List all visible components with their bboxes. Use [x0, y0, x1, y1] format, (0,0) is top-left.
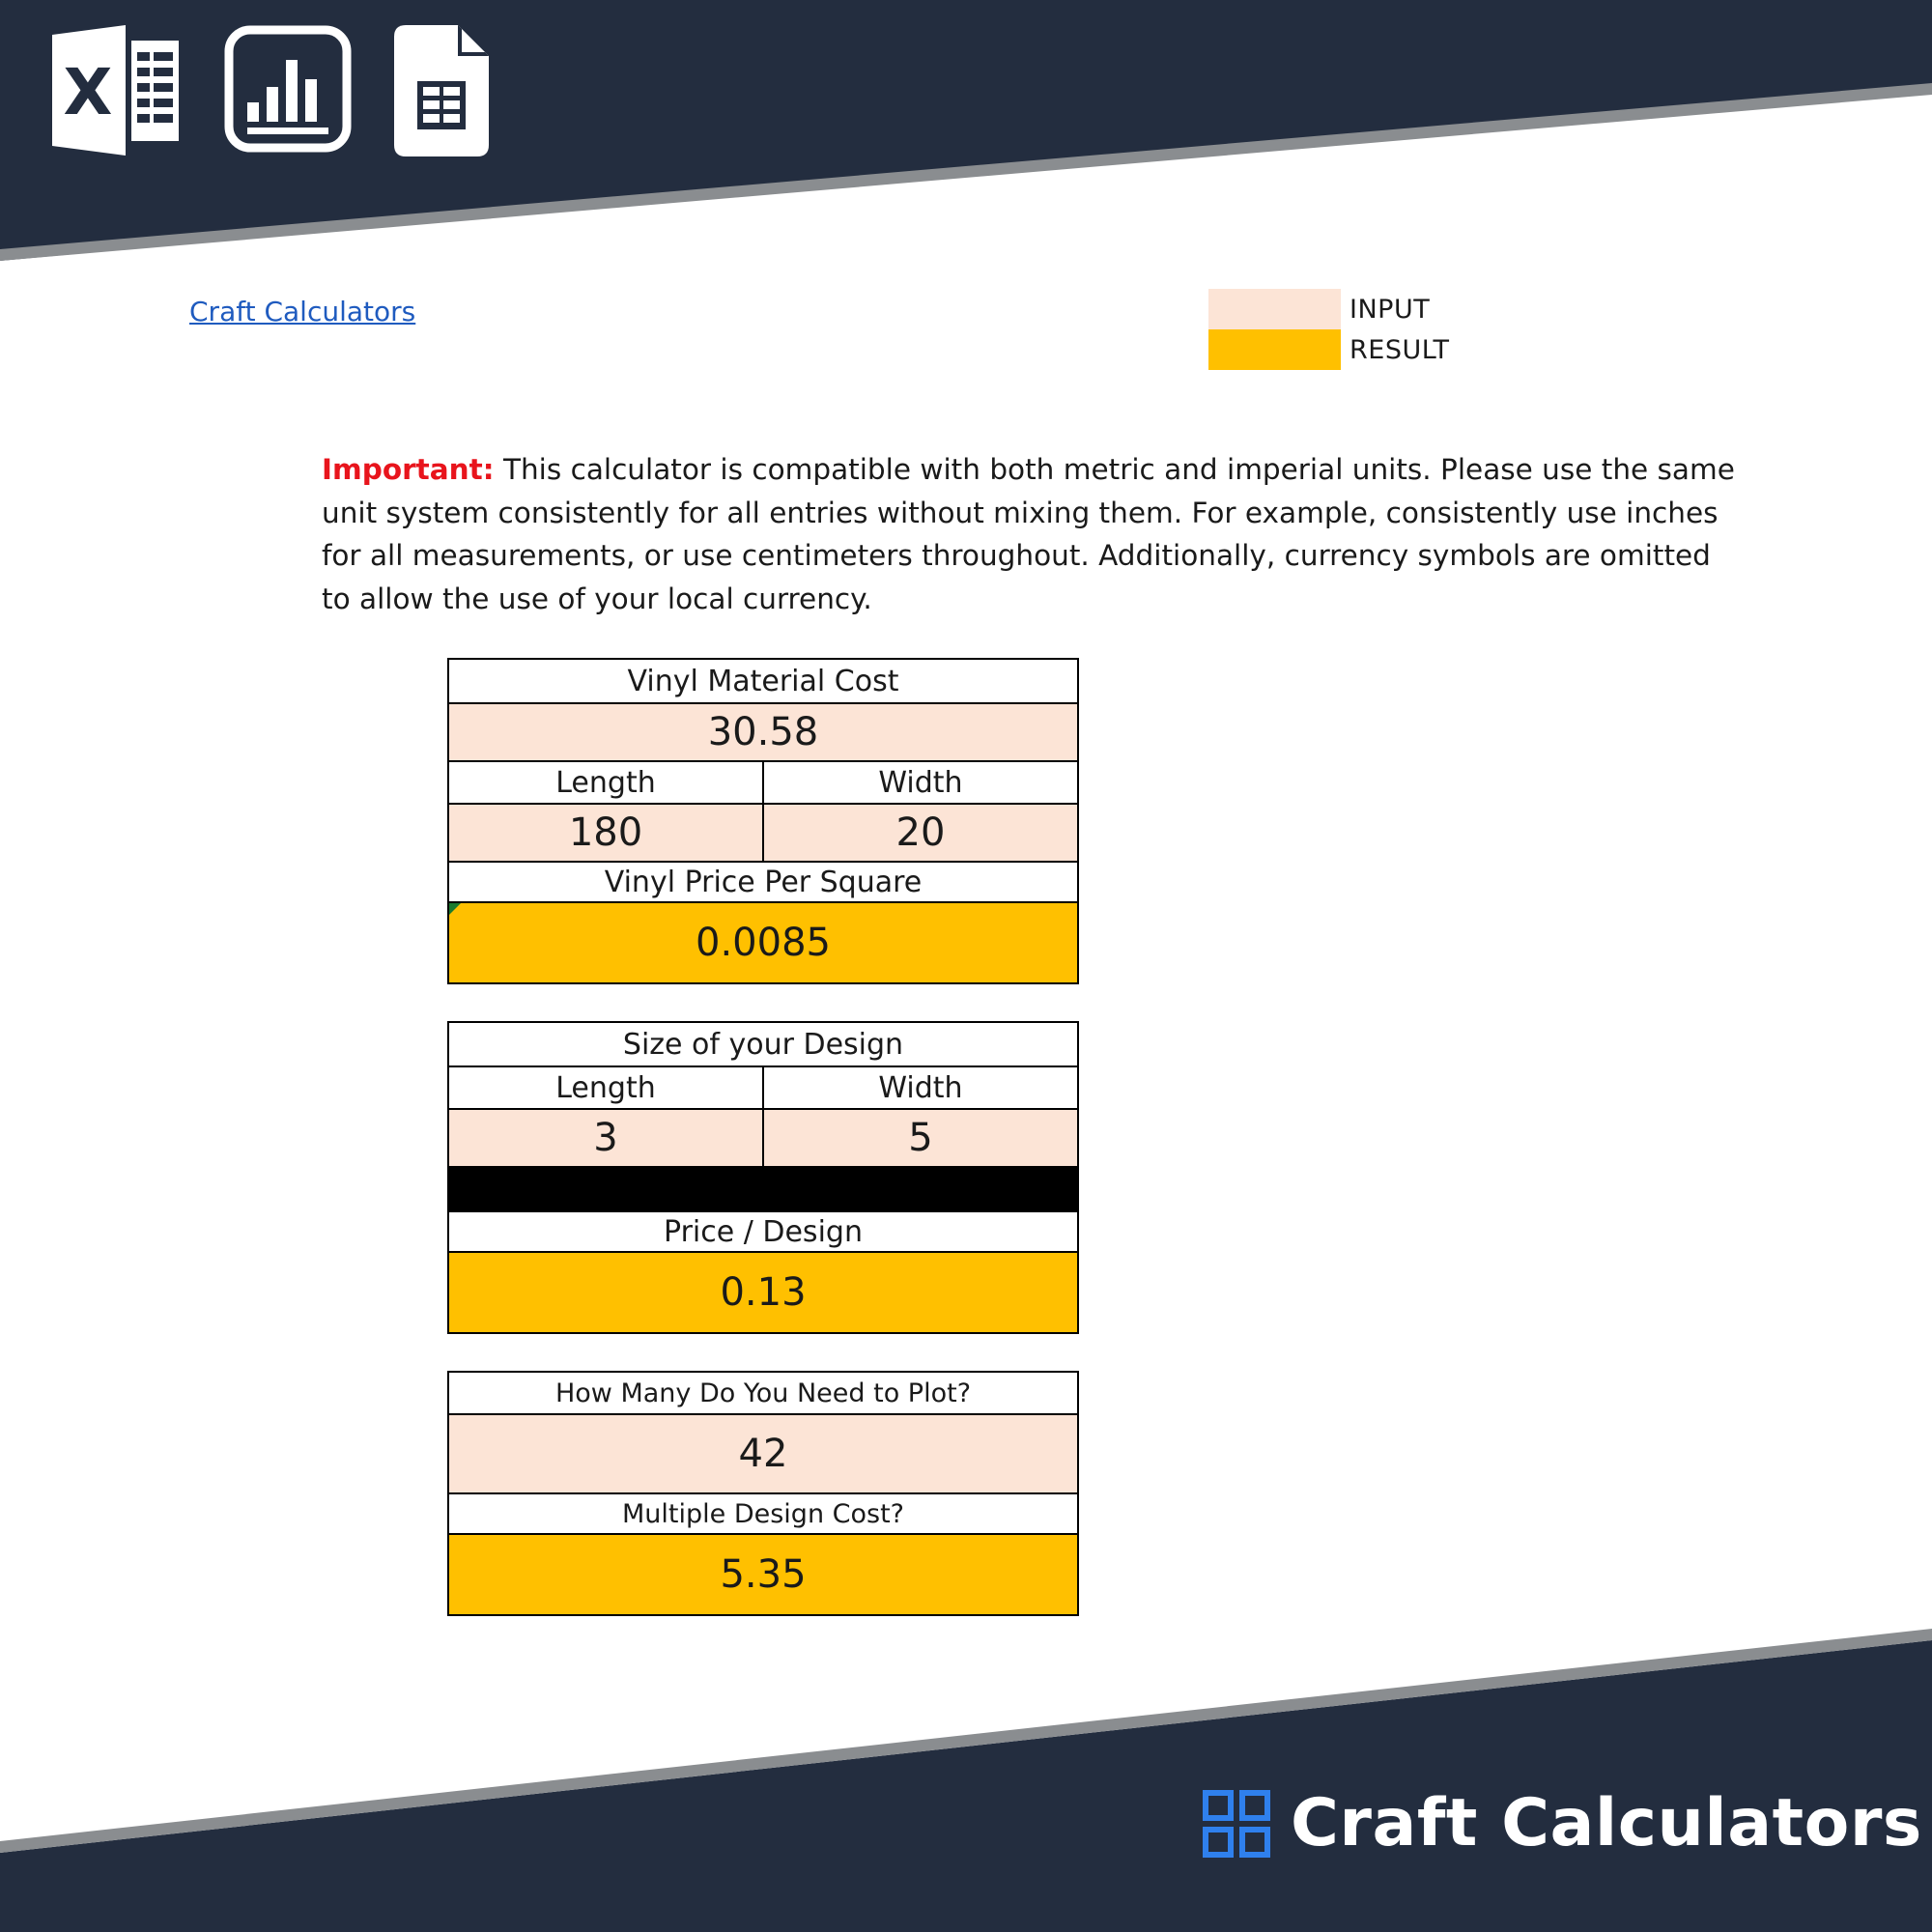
- vinyl-width-input[interactable]: 20: [762, 805, 1077, 861]
- design-width-label: Width: [762, 1067, 1077, 1108]
- quantity-row: [449, 1415, 1077, 1494]
- multiple-design-cost-result: 5.35: [449, 1535, 1077, 1614]
- vinyl-width-label: Width: [762, 762, 1077, 803]
- excel-icon: [50, 25, 181, 156]
- vinyl-dimension-row: [449, 805, 1077, 863]
- important-note-text: This calculator is compatible with both metric and imperial units. Please use the same unit system consistently for all entries without mixing them. For example, consistently use inches for all measurements, or use centimeters throughout. Additionally, currency symbols are omitted to allow the use of your local currency.: [322, 453, 1735, 615]
- vinyl-dimension-header-row: [449, 762, 1077, 805]
- quantity-label-row: [449, 1373, 1077, 1415]
- svg-text:X: X: [63, 55, 113, 129]
- google-sheets-icon: [394, 25, 489, 156]
- vinyl-length-input[interactable]: 180: [449, 805, 762, 861]
- result-legend-label: RESULT: [1350, 334, 1450, 365]
- input-swatch: [1208, 289, 1341, 329]
- result-swatch: [1208, 329, 1341, 370]
- design-dimension-row: [449, 1110, 1077, 1168]
- multiple-cost-label-row: [449, 1494, 1077, 1535]
- price-per-design-result-row: [449, 1253, 1077, 1332]
- vinyl-material-title-row: [449, 660, 1077, 704]
- vinyl-price-label-row: [449, 863, 1077, 903]
- design-dimension-header-row: [449, 1067, 1077, 1110]
- legend: [1208, 289, 1450, 370]
- legend-input-row: [1208, 289, 1450, 329]
- legend-result-row: [1208, 329, 1450, 370]
- design-size-calculator: [447, 1021, 1079, 1334]
- price-per-design-result: 0.13: [449, 1253, 1077, 1332]
- design-width-input[interactable]: 5: [762, 1110, 1077, 1166]
- vinyl-length-label: Length: [555, 765, 656, 800]
- important-note: [322, 448, 1742, 620]
- quantity-input[interactable]: 42: [449, 1415, 1077, 1492]
- vinyl-cost-row: [449, 704, 1077, 762]
- multiple-design-calculator: [447, 1371, 1079, 1616]
- brand: [1203, 1785, 1922, 1861]
- quantity-label: How Many Do You Need to Plot?: [554, 1378, 972, 1408]
- design-size-title: Size of your Design: [622, 1027, 904, 1062]
- price-per-design-label: Price / Design: [664, 1214, 863, 1249]
- multiple-design-cost-label: Multiple Design Cost?: [622, 1498, 904, 1529]
- bar-chart-icon: [224, 25, 352, 153]
- brand-name: Craft Calculators: [1291, 1785, 1922, 1861]
- vinyl-price-per-square-label: Vinyl Price Per Square: [604, 865, 923, 899]
- price-per-design-label-row: [449, 1212, 1077, 1253]
- important-label: Important:: [322, 453, 495, 486]
- vinyl-material-calculator: [447, 658, 1079, 984]
- grid-logo-icon: [1203, 1790, 1270, 1858]
- design-length-input[interactable]: 3: [449, 1110, 762, 1166]
- vinyl-material-title: Vinyl Material Cost: [627, 664, 899, 698]
- input-legend-label: INPUT: [1350, 294, 1431, 325]
- craft-calculators-link[interactable]: Craft Calculators: [189, 296, 416, 327]
- vinyl-price-per-square-result: 0.0085: [449, 903, 1077, 982]
- vinyl-price-result-row: [449, 903, 1077, 982]
- design-size-title-row: [449, 1023, 1077, 1067]
- design-length-label: Length: [555, 1070, 656, 1105]
- multiple-cost-result-row: [449, 1535, 1077, 1614]
- black-divider-row: [449, 1168, 1077, 1212]
- vinyl-cost-input[interactable]: 30.58: [449, 704, 1077, 760]
